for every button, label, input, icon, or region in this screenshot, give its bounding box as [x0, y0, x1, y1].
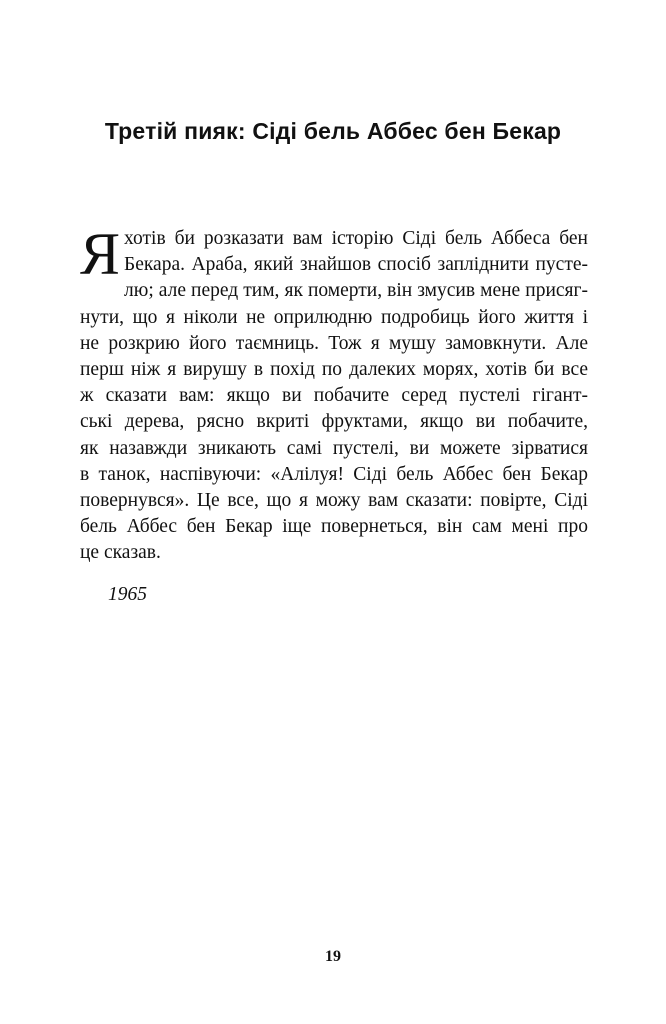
text-line: хотів би розказати вам історію Сіді бель Аббеса бен: [124, 228, 588, 249]
text-line: лю; але перед тим, як померти, він змусив мене присяг-: [124, 280, 588, 302]
text-line: в танок, наспівуючи: «Алілуя! Сіді бель Аббес бен Бекар: [80, 463, 588, 485]
chapter-body: [80, 221, 588, 567]
text-line: ж сказати вам: якщо ви побачите серед пустелі гігант-: [80, 385, 588, 407]
text-line: бель Аббес бен Бекар іще повернеться, він сам мені про: [80, 516, 588, 538]
chapter-title: Третій пияк: Сіді бель Аббес бен Бекар: [104, 118, 562, 144]
text-line: нути, що я ніколи не оприлюдню подробиць його життя і: [80, 306, 588, 328]
text-line: ські дерева, рясно вкриті фруктами, якщо ви побачите,: [80, 411, 588, 433]
text-line: Бекара. Араба, який знайшов спосіб запліднити пусте-: [124, 254, 588, 276]
text-line: це сказав.: [80, 542, 161, 564]
page-number: 19: [325, 948, 341, 965]
text-line: повернувся». Це все, що я можу вам сказати: повірте, Сіді: [80, 490, 588, 512]
text-line: як назавжди зникають самі пустелі, ви можете зірватися: [80, 437, 588, 459]
drop-cap: Я: [80, 221, 121, 287]
text-line: не розкрию його таємниць. Тож я мушу замовкнути. Але: [80, 332, 588, 354]
text-line: перш ніж я вирушу в похід по далеких морях, хотів би все: [80, 359, 588, 381]
date-signature: 1965: [108, 584, 147, 605]
